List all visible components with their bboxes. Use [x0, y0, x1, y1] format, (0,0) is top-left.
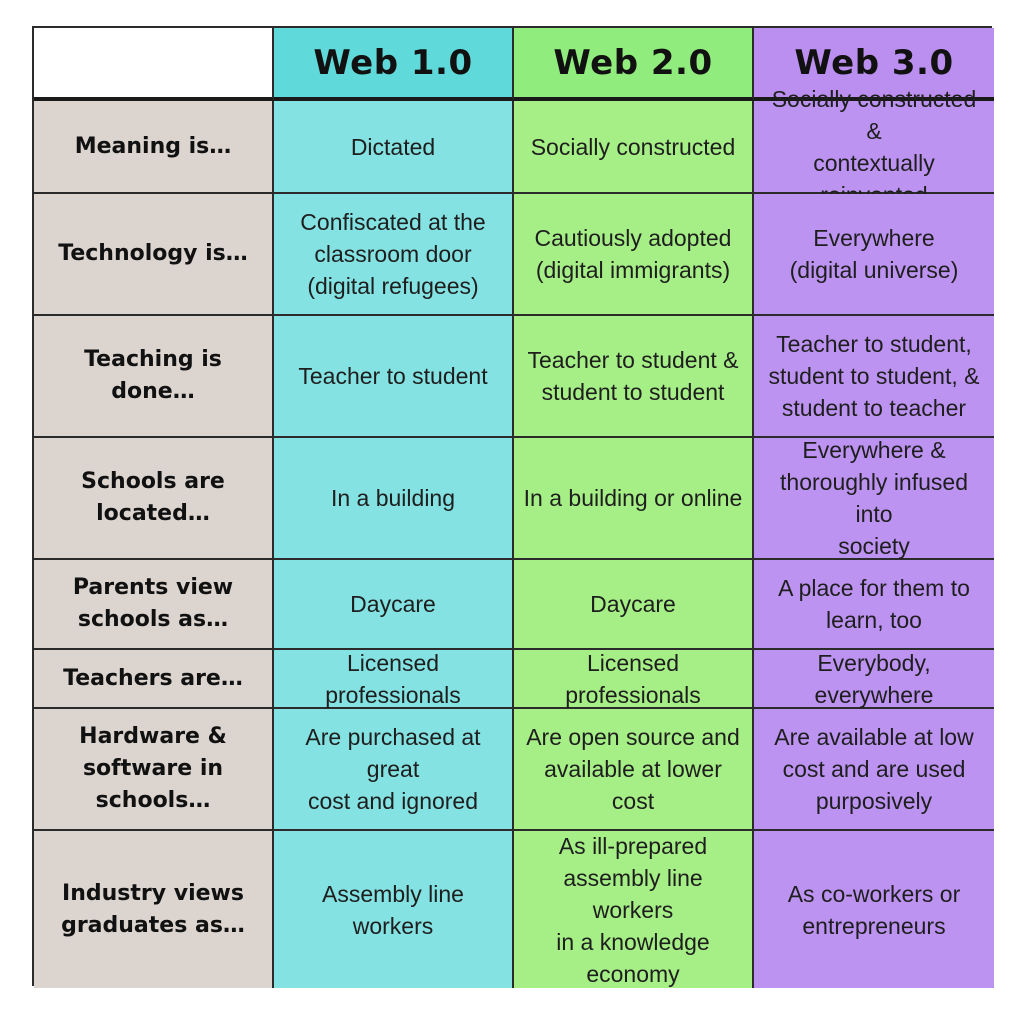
table-cell-web3	[754, 709, 994, 831]
table-cell-web1	[274, 316, 514, 438]
row-header-label: Teaching is done…	[84, 347, 222, 404]
table-cell-web1	[274, 101, 514, 194]
cell-text: Cautiously adopted (digital immigrants)	[534, 225, 732, 283]
table-corner-cell	[34, 28, 274, 101]
column-header-web1	[274, 28, 514, 101]
cell-text: Assembly line workers	[322, 880, 464, 939]
cell-text: Teacher to student & student to student	[527, 347, 739, 405]
table-cell-web2	[514, 194, 754, 316]
cell-text: As co-workers or entrepreneurs	[787, 880, 961, 939]
table-cell-web2	[514, 101, 754, 194]
column-header-web2	[514, 28, 754, 101]
row-header-label: Industry views graduates as…	[61, 880, 245, 938]
cell-text: Dictated	[350, 133, 436, 160]
row-header-label: Parents view schools as…	[72, 575, 234, 632]
row-header	[34, 101, 274, 194]
cell-text: Daycare	[350, 591, 436, 617]
table-cell-web3	[754, 194, 994, 316]
table-cell-web2	[514, 650, 754, 709]
cell-text: Socially constructed	[530, 133, 736, 160]
table-cell-web2	[514, 831, 754, 988]
row-header-label: Schools are located…	[81, 469, 225, 526]
cell-text: Licensed professionals	[565, 649, 701, 708]
row-header-label: Teachers are…	[63, 665, 243, 691]
table-cell-web1	[274, 560, 514, 650]
cell-text: Are available at low cost and are used purposively	[774, 724, 974, 814]
cell-text: Everywhere (digital universe)	[789, 225, 959, 283]
cell-text: Confiscated at the classroom door (digital refugees)	[300, 209, 486, 299]
table-cell-web3	[754, 650, 994, 709]
column-header-label: Web 2.0	[553, 42, 713, 83]
table-cell-web1	[274, 194, 514, 316]
row-header	[34, 650, 274, 709]
row-header	[34, 831, 274, 988]
table-cell-web2	[514, 316, 754, 438]
table-cell-web1	[274, 650, 514, 709]
cell-text: Are purchased at great cost and ignored	[305, 724, 481, 814]
table-cell-web1	[274, 709, 514, 831]
table-cell-web2	[514, 560, 754, 650]
table-cell-web3	[754, 560, 994, 650]
row-header-label: Technology is…	[58, 241, 248, 266]
cell-text: In a building or online	[523, 485, 743, 511]
comparison-table	[32, 26, 992, 986]
cell-text: As ill-prepared assembly line workers in a knowledge economy	[556, 832, 710, 987]
cell-text: Teacher to student	[298, 363, 488, 389]
table-cell-web2	[514, 438, 754, 560]
cell-text: Daycare	[590, 591, 676, 617]
cell-text: Teacher to student, student to student, & student to teacher	[768, 331, 980, 421]
table-cell-web3	[754, 831, 994, 988]
column-header-label: Web 3.0	[794, 42, 954, 83]
cell-text: A place for them to learn, too	[778, 575, 970, 633]
cell-text: Socially constructed & contextually	[771, 85, 977, 176]
table-cell-web1	[274, 438, 514, 560]
cell-text: Licensed professionals	[325, 649, 461, 708]
row-header	[34, 316, 274, 438]
row-header-label: Meaning is…	[74, 133, 232, 159]
column-header-label: Web 1.0	[313, 42, 473, 83]
cell-text: Everybody, everywhere	[814, 649, 934, 708]
row-header	[34, 560, 274, 650]
cell-text: In a building	[330, 485, 456, 511]
cell-text: Are open source and available at lower cost	[526, 724, 740, 814]
table-cell-web3	[754, 316, 994, 438]
table-cell-web2	[514, 709, 754, 831]
row-header-label: Hardware & software in schools…	[79, 724, 227, 813]
table-cell-web3	[754, 85, 994, 194]
row-header	[34, 194, 274, 316]
table-cell-web3	[754, 438, 994, 560]
table-cell-web1	[274, 831, 514, 988]
row-header	[34, 709, 274, 831]
cell-text: Everywhere & thoroughly infused into society	[780, 437, 968, 559]
row-header	[34, 438, 274, 560]
